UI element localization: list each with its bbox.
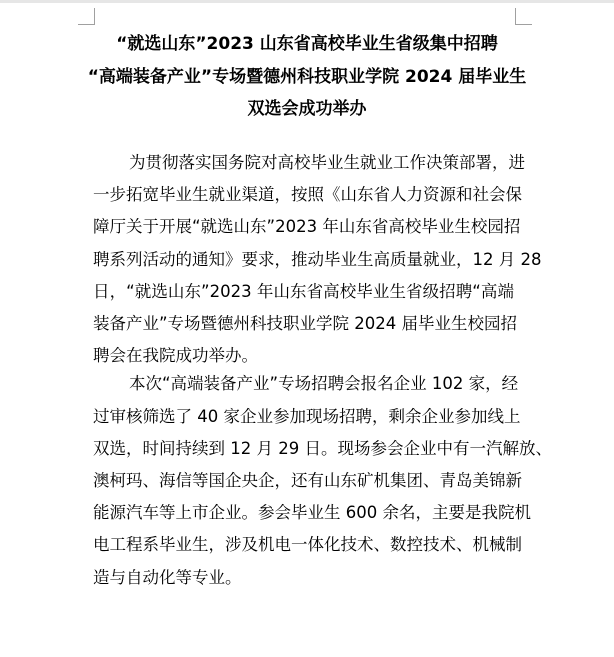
paragraph-1	[93, 147, 542, 372]
margin-corner-mark-left	[78, 8, 95, 25]
text-line: 为贯彻落实国务院对高校毕业生就业工作决策部署，进	[129, 153, 525, 172]
title-line: “就选山东”2023 山东省高校毕业生省级集中招聘	[116, 34, 498, 54]
document-title	[60, 28, 554, 126]
text-line: 一步拓宽毕业生就业渠道，按照《山东省人力资源和社会保	[93, 185, 522, 205]
page-top-edge	[0, 0, 614, 3]
text-line: 聘会在我院成功举办。	[93, 346, 258, 366]
text-line: 日，“就选山东”2023 年山东省高校毕业生省级招聘“高端	[93, 281, 514, 301]
text-line: 电工程系毕业生，涉及机电一体化技术、数控技术、机械制	[93, 535, 522, 555]
text-line: 澳柯玛、海信等国企央企，还有山东矿机集团、青岛美锦新	[93, 471, 522, 491]
text-line: 装备产业”专场暨德州科技职业学院 2024 届毕业生校园招	[93, 314, 518, 334]
title-line: “高端装备产业”专场暨德州科技职业学院 2024 届毕业生	[87, 66, 527, 87]
margin-corner-mark-right	[515, 8, 532, 25]
text-line: 双选，时间持续到 12 月 29 日。现场参会企业中有一汽解放、	[93, 438, 552, 458]
paragraph-2	[93, 368, 552, 593]
text-line: 过审核筛选了 40 家企业参加现场招聘，剩余企业参加线上	[93, 406, 521, 426]
document-body	[93, 147, 552, 594]
text-line: 能源汽车等上市企业。参会毕业生 600 余名，主要是我院机	[93, 503, 531, 523]
title-line: 双选会成功举办	[247, 99, 367, 119]
text-line: 聘系列活动的通知》要求，推动毕业生高质量就业，12 月 28	[93, 249, 542, 269]
text-line: 本次“高端装备产业”专场招聘会报名企业 102 家，经	[129, 374, 519, 394]
text-line: 障厅关于开展“就选山东”2023 年山东省高校毕业生校园招	[93, 217, 521, 237]
text-line: 造与自动化等专业。	[93, 567, 242, 587]
